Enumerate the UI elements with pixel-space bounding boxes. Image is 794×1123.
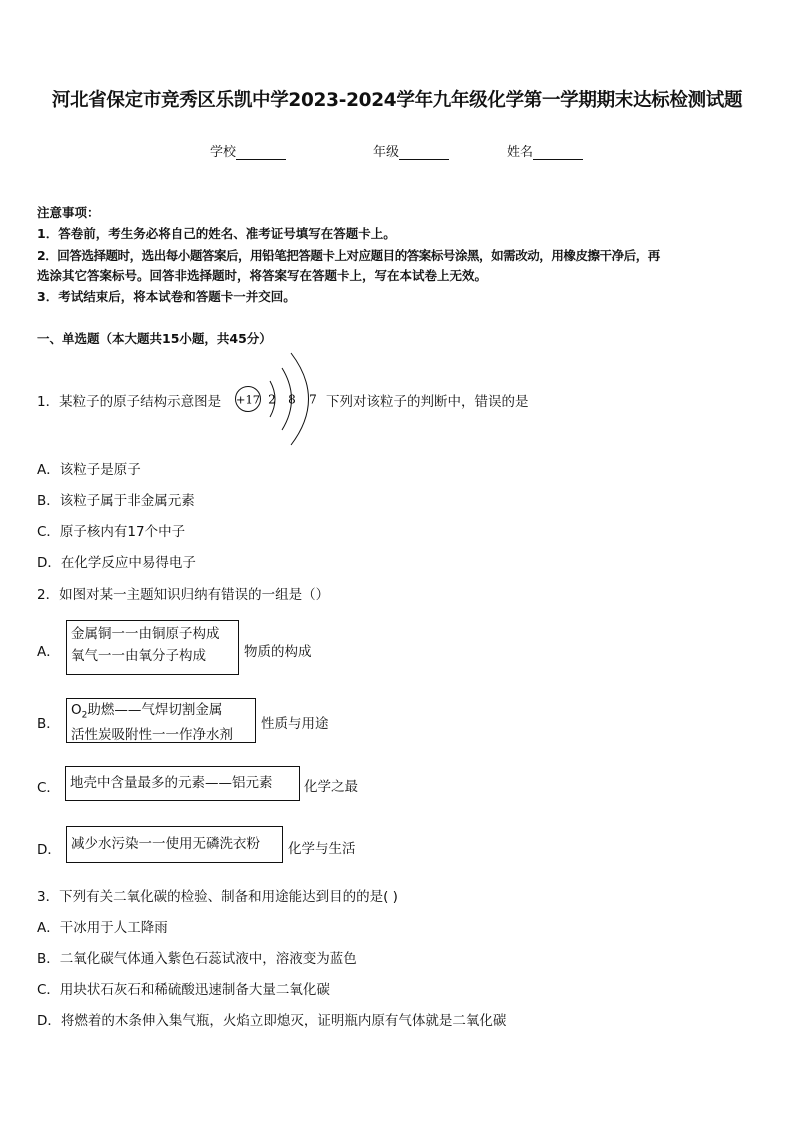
oxygen-subscript: 2 (81, 710, 88, 721)
q2-option-c-line: 地壳中含量最多的元素——铝元素 (70, 775, 273, 791)
q2-option-b-line1 (71, 701, 251, 726)
name-field (507, 141, 583, 160)
grade-field (373, 141, 449, 160)
q2-option-a-line2: 氧气一一由氧分子构成 (71, 648, 206, 664)
q2-option-d-box (66, 826, 283, 863)
name-blank (533, 145, 583, 160)
q2-option-b-label: 性质与用途 (261, 716, 329, 732)
q1-option-a: A．该粒子是原子 (37, 462, 141, 478)
q2-option-d-line: 减少水污染一一使用无磷洗衣粉 (71, 836, 260, 852)
shell-electrons-3: 7 (309, 392, 317, 407)
q3-option-c: C．用块状石灰石和稀硫酸迅速制备大量二氧化碳 (37, 982, 330, 998)
note-2b: 选涂其它答案标号。回答非选择题时，将答案写在答题卡上，写在本试卷上无效。 (37, 268, 488, 283)
school-label: 学校 (210, 145, 237, 160)
q2-option-c-box (65, 766, 300, 801)
q2-option-a-letter: A． (37, 644, 60, 660)
shell-electrons-1: 2 (268, 392, 276, 407)
q2-option-a-label: 物质的构成 (244, 644, 312, 660)
oxygen-symbol: O (71, 702, 82, 718)
q1-option-d: D．在化学反应中易得电子 (37, 555, 196, 571)
q2-option-d-label: 化学与生活 (288, 841, 356, 857)
q1-stem-prefix: 1．某粒子的原子结构示意图是 (37, 394, 222, 410)
note-3: 3．考试结束后，将本试卷和答题卡一并交回。 (37, 289, 296, 304)
q2-option-d-letter: D． (37, 842, 61, 858)
q2-option-b-line2: 活性炭吸附性一一作净水剂 (71, 726, 233, 743)
q1-option-b: B．该粒子属于非金属元素 (37, 493, 195, 509)
q1-option-c: C．原子核内有17个中子 (37, 524, 186, 540)
grade-blank (399, 145, 449, 160)
grade-label: 年级 (373, 145, 400, 160)
q2-option-c-label: 化学之最 (304, 779, 358, 795)
q1-stem-suffix: 下列对该粒子的判断中，错误的是 (326, 394, 529, 410)
nucleus-charge: +17 (235, 392, 261, 407)
notes-heading: 注意事项： (37, 205, 100, 220)
note-1: 1．答卷前，考生务必将自己的姓名、准考证号填写在答题卡上。 (37, 226, 396, 241)
note-2a: 2．回答选择题时，选出每小题答案后，用铅笔把答题卡上对应题目的答案标号涂黑，如需改动，用橡皮擦干净后，再 (37, 248, 660, 263)
school-field (210, 141, 286, 160)
q3-option-a: A．干冰用于人工降雨 (37, 920, 168, 936)
school-blank (236, 145, 286, 160)
section-heading: 一、单选题（本大题共15小题，共45分） (37, 331, 272, 346)
q2-option-a-box (66, 620, 239, 675)
q3-stem: 3．下列有关二氧化碳的检验、制备和用途能达到目的的是( ) (37, 889, 398, 905)
name-label: 姓名 (507, 145, 534, 160)
atom-structure-diagram (228, 350, 328, 450)
q2-option-c-letter: C． (37, 780, 60, 796)
q2-stem: 2．如图对某一主题知识归纳有错误的一组是（） (37, 587, 330, 603)
q3-option-d: D．将燃着的木条伸入集气瓶，火焰立即熄灭，证明瓶内原有气体就是二氧化碳 (37, 1013, 507, 1029)
page-title: 河北省保定市竞秀区乐凯中学2023-2024学年九年级化学第一学期期末达标检测试题 (51, 90, 743, 111)
q2-option-b-line1-rest: 助燃——气焊切割金属 (87, 702, 223, 718)
q3-option-b: B．二氧化碳气体通入紫色石蕊试液中，溶液变为蓝色 (37, 951, 357, 967)
shell-electrons-2: 8 (288, 392, 296, 407)
q2-option-b-box (66, 698, 256, 743)
q2-option-a-line1: 金属铜一一由铜原子构成 (71, 626, 220, 642)
q2-option-b-letter: B． (37, 716, 60, 732)
